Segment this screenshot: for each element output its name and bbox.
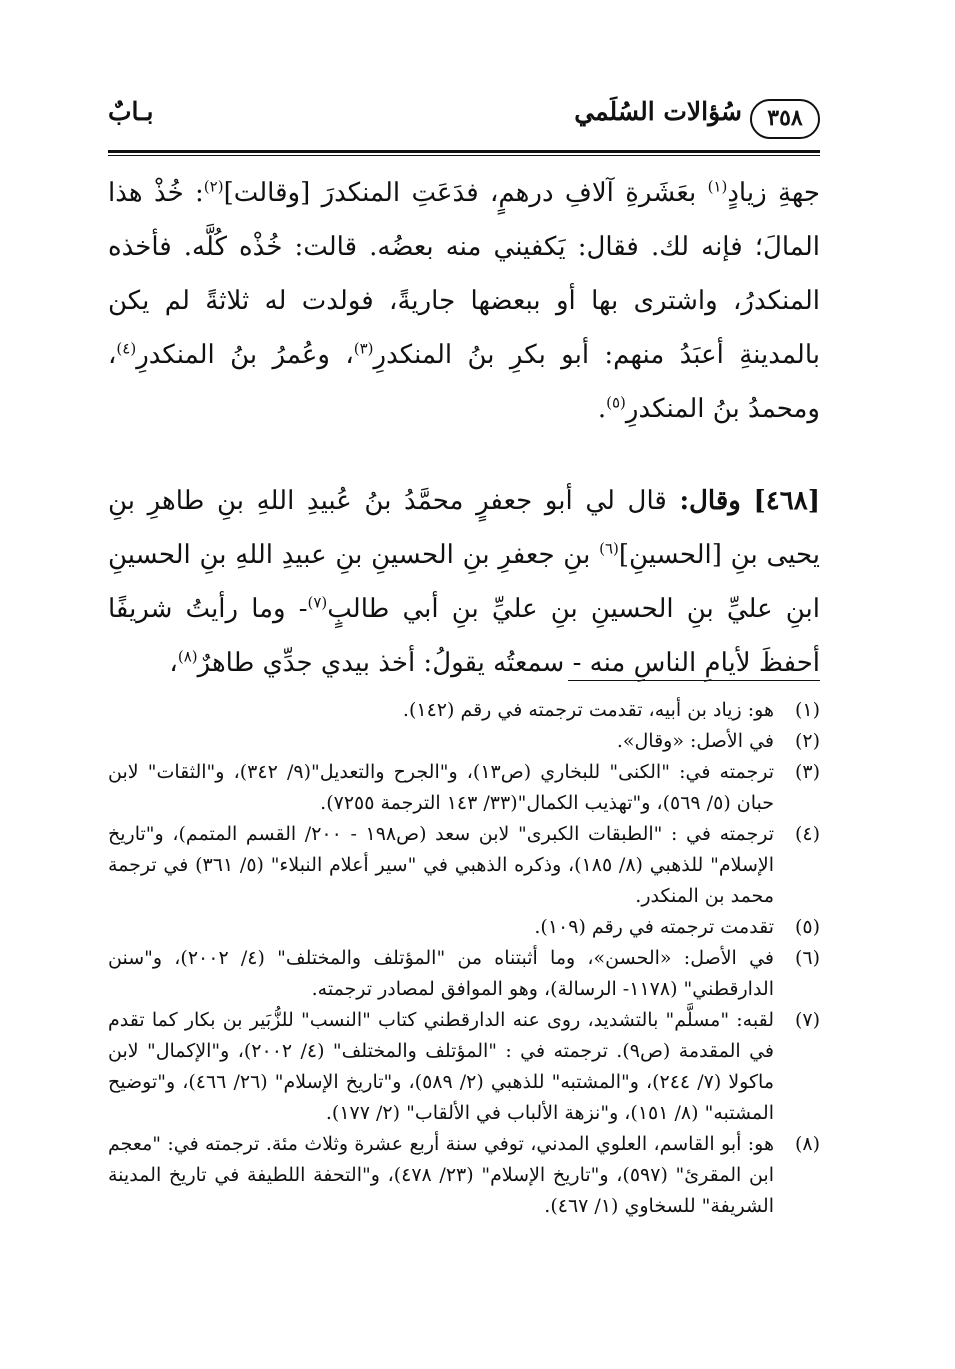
footnote-marker-5: (٥)	[606, 393, 626, 412]
text-segment: ، ومحمدُ بنُ المنكدرِ	[108, 340, 820, 424]
page-header	[108, 95, 820, 147]
text-segment: جهةِ زيادٍ	[727, 178, 820, 208]
entry-lead-word: وقال:	[679, 486, 741, 516]
footnote-text: لقبه: "مسلَّم" بالتشديد، روى عنه الدارقطني كتاب "النسب" للزُّبَير بن بكار كما تقدم في المقدمة (ص٩). ترجمته في : "المؤتلف والمختلف" (٤/ ٢٠٠٢)، و"الإكمال" لابن ماكولا (٧/ ٢٤٤)، و"المشتبه" للذهبي (٢/ ٥٨٩)، و"تاريخ الإسلام" (٢٦/ ٤٦٦)، و"توضيح المشتبه" (٨/ ١٥١)، و"نزهة الألباب في الألقاب" (٢/ ١٧٧).	[108, 1009, 774, 1124]
footnote-item	[108, 1005, 820, 1129]
footnote-marker-7: (٧)	[307, 593, 328, 612]
text-segment: قال لي أبو جعفرٍ محمَّدُ بنُ عُبيدِ اللهِ بنِ طاهرِ بنِ يحيى بنِ [الحسينِ]	[108, 486, 820, 570]
footnote-text: في الأصل: «الحسن»، وما أثبتناه من "المؤتلف والمختلف" (٤/ ٢٠٠٢)، و"سنن الدارقطني" (١١٧٨- الرسالة)، وهو الموافق لمصادر ترجمته.	[108, 947, 774, 1000]
paragraph-1	[108, 166, 820, 436]
footnote-number: (٣)	[794, 761, 820, 783]
footnote-marker-1: (١)	[707, 177, 728, 196]
entry-number: [٤٦٨]	[753, 486, 821, 516]
footnote-text: ترجمته في: "الكنى" للبخاري (ص١٣)، و"الجرح والتعديل"(٩/ ٣٤٢)، و"الثقات" لابن حبان (٥/ ٥٦٩)، و"تهذيب الكمال"(٣٣/ ١٤٣ الترجمة ٧٢٥٥).	[108, 761, 774, 814]
main-text	[108, 166, 820, 690]
footnote-marker-4: (٤)	[116, 339, 137, 358]
footnote-number: (٥)	[794, 916, 820, 938]
page-number-badge: ٣٥٨	[750, 99, 820, 139]
paragraph-2	[108, 474, 820, 690]
footnote-item	[108, 695, 820, 726]
footnote-number: (٢)	[794, 730, 820, 752]
footnote-marker-3: (٣)	[353, 339, 374, 358]
footnote-text: تقدمت ترجمته في رقم (١٠٩).	[534, 916, 774, 938]
footnote-marker-2: (٢)	[203, 177, 224, 196]
running-title: سُؤالات السُلَمي	[574, 97, 742, 126]
footnote-text: هو: زياد بن أبيه، تقدمت ترجمته في رقم (١٤٢).	[402, 699, 774, 721]
section-label: بـابٌ	[108, 97, 154, 126]
footnote-item	[108, 943, 820, 1005]
footnote-marker-8: (٨)	[177, 647, 198, 666]
footnote-number: (٤)	[794, 823, 820, 845]
footnote-marker-6: (٦)	[599, 539, 619, 558]
footnote-text: في الأصل: «وقال».	[616, 730, 774, 752]
footnote-number: (٧)	[794, 1009, 820, 1031]
text-segment: - وما رأيتُ شريفًا أحفظَ لأيامِ الناسِ منه - سمعتُه يقولُ: أخذ بيدي جدِّي طاهرٌ	[108, 594, 820, 678]
footnote-separator	[568, 680, 820, 681]
header-rule	[108, 150, 820, 153]
header-rule-thin	[108, 155, 820, 156]
footnote-number: (١)	[794, 699, 820, 721]
footnote-item	[108, 757, 820, 819]
text-segment: ،	[169, 648, 178, 678]
footnote-item	[108, 726, 820, 757]
footnote-number: (٨)	[794, 1133, 820, 1155]
text-segment: .	[597, 394, 607, 424]
footnote-item	[108, 912, 820, 943]
footnotes-list	[108, 695, 820, 1222]
text-segment: بنِ جعفرِ بنِ الحسينِ بنِ عبيدِ اللهِ بنِ الحسينِ ابنِ عليِّ بنِ الحسينِ بنِ عليِّ بنِ أبي طالبٍ	[108, 540, 820, 624]
footnote-text: هو: أبو القاسم، العلوي المدني، توفي سنة أربع عشرة وثلاث مئة. ترجمته في: "معجم ابن المقرئ" (٥٩٧)، و"تاريخ الإسلام" (٢٣/ ٤٧٨)، و"التحفة اللطيفة في تاريخ المدينة الشريفة" للسخاوي (١/ ٤٦٧).	[108, 1133, 774, 1217]
footnote-item	[108, 1129, 820, 1222]
footnote-text: ترجمته في : "الطبقات الكبرى" لابن سعد (ص١٩٨ - ٢٠٠/ القسم المتمم)، و"تاريخ الإسلام" للذهبي (٨/ ١٨٥)، وذكره الذهبي في "سير أعلام النبلاء" (٥/ ٣٦١) في ترجمة محمد بن المنكدر.	[108, 823, 774, 907]
footnote-number: (٦)	[794, 947, 820, 969]
footnote-item	[108, 819, 820, 912]
text-segment: : خُذْ هذا المالَ؛ فإنه لك. فقال: يَكفيني منه بعضُه. قالت: خُذْه كُلَّه. فأخذه المنكدرُ، واشترى بها أو ببعضها جاريةً، فولدت له ثلاثةً لم يكن بالمدينةِ أعبَدُ منهم: أبو بكرِ بنُ المنكدرِ	[108, 178, 820, 370]
text-segment: ، وعُمرُ بنُ المنكدرِ	[136, 340, 354, 370]
text-segment: بعَشَرةِ آلافِ درهمٍ، فدَعَتِ المنكدرَ [وقالت]	[223, 178, 708, 208]
